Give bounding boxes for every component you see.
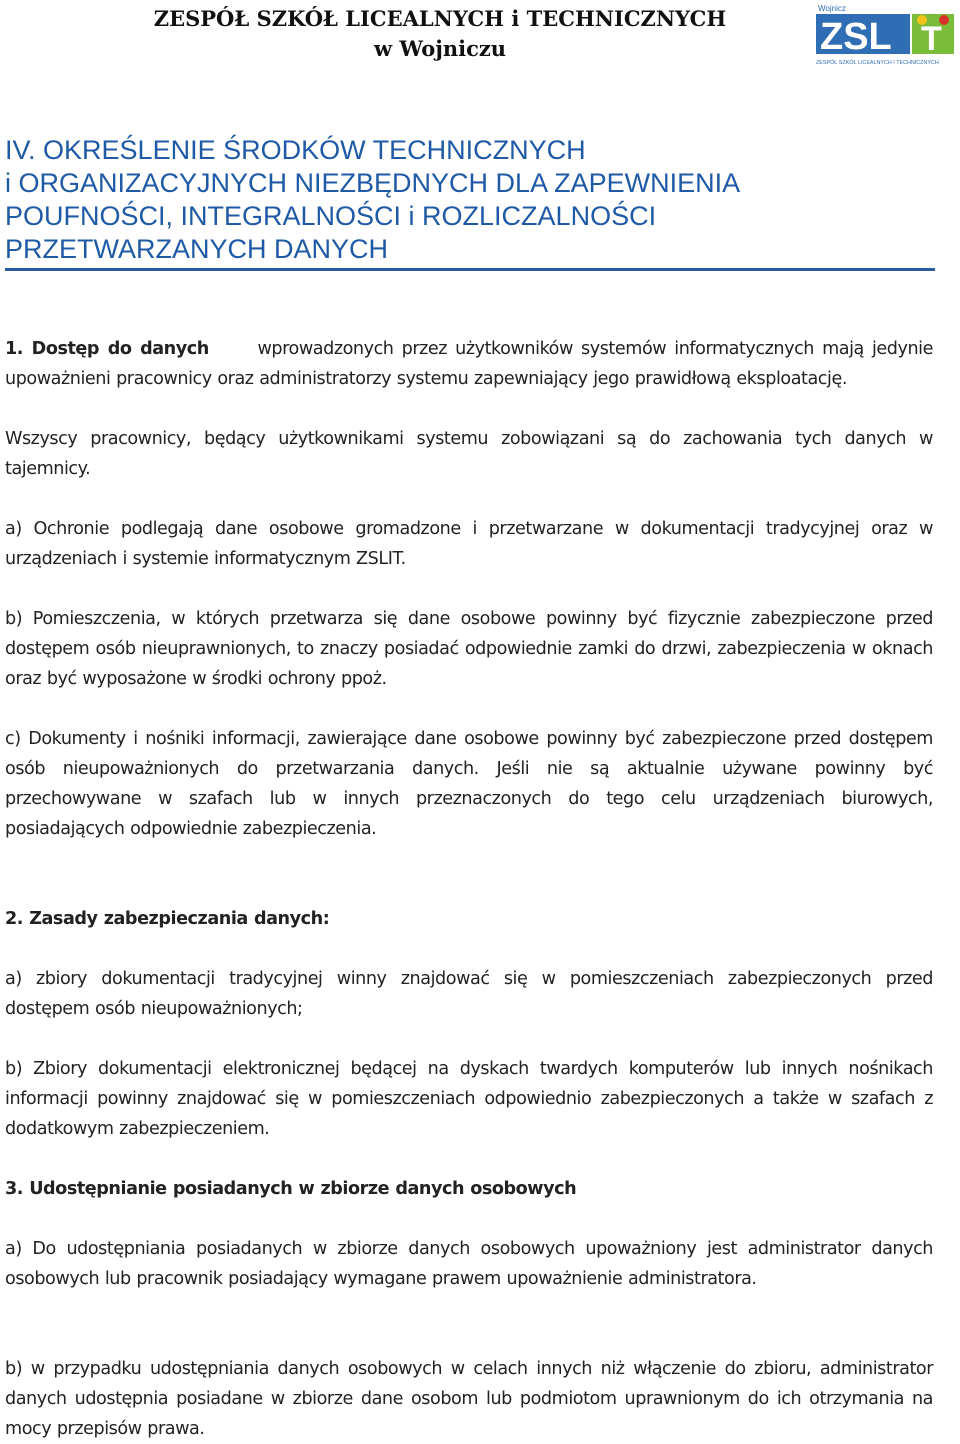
point1-text: wprowadzonych przez użytkowników systemów informatycznych mają jedynie upoważnieni pracownicy oraz administratorzy systemu zapewniający jego prawidłową eksploatację. (5, 339, 933, 389)
section-title-line: PRZETWARZANYCH DANYCH (5, 234, 389, 264)
point3-heading: 3. Udostępnianie posiadanych w zbiorze danych osobowych (5, 1179, 577, 1199)
point1-item-c: c) Dokumenty i nośniki informacji, zawierające dane osobowe powinny być zabezpieczone przed dostępem osób nieupoważnionych do przetwarzania danych. Jeśli nie są aktualnie używane powinny być przechowywane w szafach lub w innych przeznaczonych do tego celu urządzeniach biurowych, posiadających odpowiednie zabezpieczenia. (5, 729, 933, 839)
point1-lead: 1. Dostęp do danych (5, 339, 209, 359)
point1-item-a: a) Ochronie podlegają dane osobowe gromadzone i przetwarzane w dokumentacji tradycyjnej oraz w urządzeniach i systemie informatycznym ZSLIT. (5, 519, 933, 569)
logo-tagline: ZESPÓŁ SZKÓŁ LICEALNYCH I TECHNICZNYCH (816, 60, 939, 66)
title-divider (5, 268, 935, 271)
point2-item-a: a) zbiory dokumentacji tradycyjnej winny znajdować się w pomieszczeniach zabezpieczonych przed dostępem osób nieupoważnionych; (5, 969, 933, 1019)
section-title-line: i ORGANIZACYJNYCH NIEZBĘDNYCH DLA ZAPEWNIENIA (5, 168, 741, 198)
point1-paragraph (5, 334, 933, 394)
point1-paragraph-2: Wszyscy pracownicy, będący użytkownikami systemu zobowiązani są do zachowania tych danych w tajemnicy. (5, 429, 933, 479)
school-name (130, 4, 750, 64)
point1-item-b: b) Pomieszczenia, w których przetwarza się dane osobowe powinny być fizycznie zabezpieczone przed dostępem osób nieuprawnionych, to znaczy posiadać odpowiednie zamki do drzwi, zabezpieczenia w oknach oraz być wyposażone w środki ochrony ppoż. (5, 609, 933, 689)
logo-letter-t: T (921, 20, 942, 58)
logo-letters: ZSL (820, 16, 892, 58)
school-logo (812, 0, 958, 70)
school-name-line2: w Wojniczu (373, 36, 507, 61)
point2-item-b: b) Zbiory dokumentacji elektronicznej będącej na dyskach twardych komputerów lub innych nośnikach informacji powinny znajdować się w pomieszczeniach odpowiednio zabezpieczonych a także w szafach z dodatkowym zabezpieczeniem. (5, 1059, 933, 1139)
section-title-line: POUFNOŚCI, INTEGRALNOŚCI i ROZLICZALNOŚCI (5, 201, 657, 231)
point2-heading: 2. Zasady zabezpieczania danych: (5, 909, 330, 929)
logo-top-text: Wojnicz (818, 4, 846, 13)
point3-item-a: a) Do udostępniania posiadanych w zbiorze danych osobowych upoważniony jest administrator danych osobowych lub pracownik posiadający wymagane prawem upoważnienie administratora. (5, 1239, 933, 1289)
point3-item-b: b) w przypadku udostępniania danych osobowych w celach innych niż włączenie do zbioru, administrator danych udostępnia posiadane w zbiorze dane osobom lub podmiotom uprawnionym do ich otrzymania na mocy przepisów prawa. (5, 1359, 933, 1439)
section-title-line: IV. OKREŚLENIE ŚRODKÓW TECHNICZNYCH (5, 135, 586, 165)
section-title (5, 134, 935, 266)
page-header (0, 0, 960, 80)
school-name-line1: ZESPÓŁ SZKÓŁ LICEALNYCH i TECHNICZNYCH (153, 6, 727, 31)
